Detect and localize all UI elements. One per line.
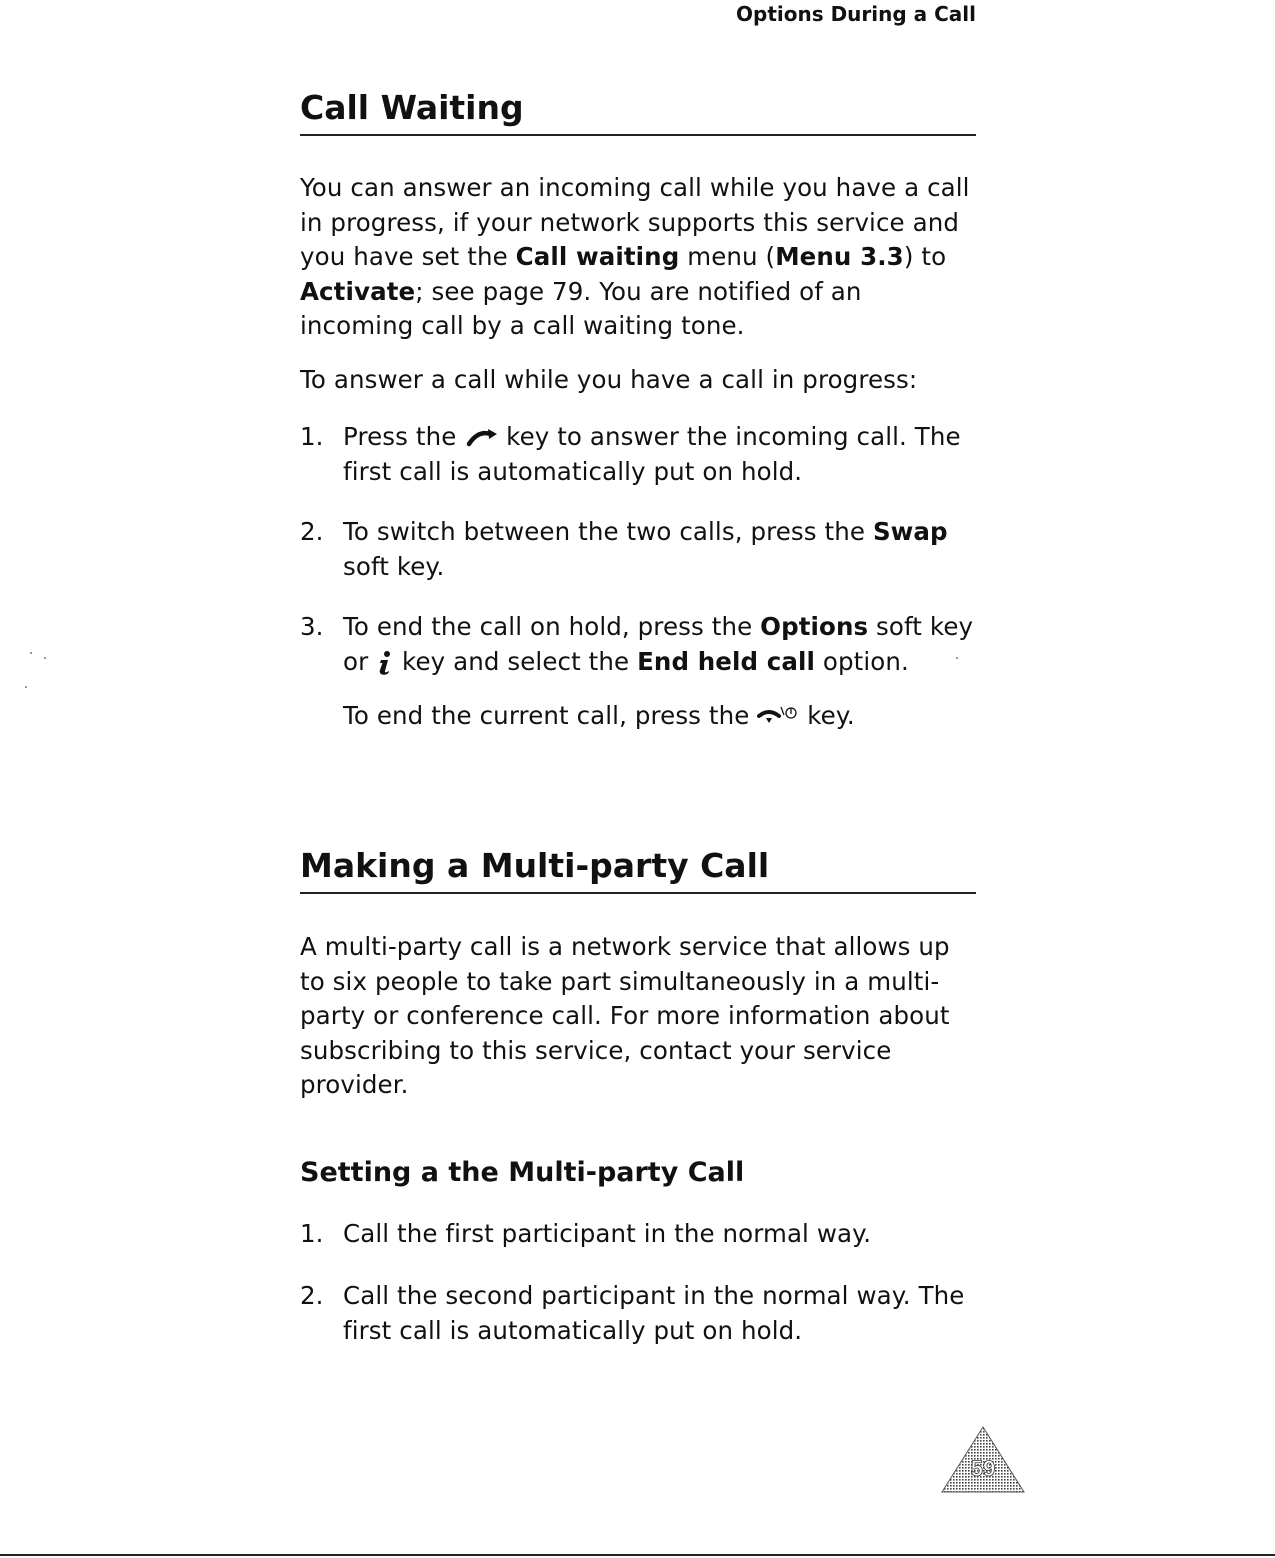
call-waiting-section <box>300 88 976 734</box>
multiparty-heading: Making a Multi-party Call <box>300 846 976 894</box>
list-item <box>300 1217 976 1252</box>
step-text: To switch between the two calls, press the Swap soft key. <box>343 517 948 581</box>
info-key-icon <box>376 650 394 676</box>
send-key-icon <box>464 426 498 450</box>
running-head: Options During a Call <box>736 2 976 26</box>
scan-speck <box>25 686 27 688</box>
end-power-key-icon <box>757 704 799 730</box>
step-number: 1. <box>300 1218 324 1248</box>
call-waiting-menu-term: Call waiting <box>515 242 680 271</box>
scan-speck <box>44 657 46 659</box>
multiparty-steps <box>300 1217 976 1349</box>
call-waiting-lead: To answer a call while you have a call in progress: <box>300 364 918 394</box>
step-text: Call the first participant in the normal way. <box>343 1218 872 1248</box>
scan-speck <box>30 652 32 654</box>
scan-speck <box>956 657 958 659</box>
menu-number-term: Menu 3.3 <box>775 242 904 271</box>
step-number: 1. <box>300 422 324 451</box>
step-text: To end the call on hold, press the Options soft key or key and select the End held call option. <box>343 612 974 676</box>
list-item <box>300 515 976 584</box>
list-item <box>300 1279 976 1348</box>
options-term: Options <box>760 612 869 641</box>
step-number: 2. <box>300 517 324 546</box>
multiparty-subheading: Setting a the Multi-party Call <box>300 1156 745 1188</box>
swap-term: Swap <box>872 517 948 546</box>
call-waiting-steps <box>300 420 976 734</box>
end-call-note: To end the current call, press the key. <box>343 701 855 730</box>
activate-term: Activate <box>300 276 416 306</box>
bottom-rule <box>0 1554 1275 1556</box>
step-text: Press the key to answer the incoming call. The first call is automatically put on hold. <box>343 422 961 486</box>
end-held-call-term: End held call <box>637 646 815 676</box>
step-number: 3. <box>300 612 324 641</box>
call-waiting-intro: You can answer an incoming call while you have a call in progress, if your network supports this service and you have set the Call waiting menu (Menu 3.3) to Activate; see page 79. You are notified of an incoming call by a call waiting tone. <box>300 173 970 340</box>
step-text: Call the second participant in the normal way. The first call is automatically put on hold. <box>343 1281 965 1345</box>
page-number: 59 <box>970 1456 996 1481</box>
list-item <box>300 610 976 734</box>
step-number: 2. <box>300 1281 324 1310</box>
multiparty-intro: A multi-party call is a network service that allows up to six people to take part simultaneously in a multi-party or conference call. For more information about subscribing to this service, contact your service provider. <box>300 932 950 1099</box>
list-item <box>300 420 976 489</box>
page-number-badge <box>938 1425 1028 1495</box>
call-waiting-heading: Call Waiting <box>300 88 976 136</box>
multiparty-section <box>300 846 976 1348</box>
